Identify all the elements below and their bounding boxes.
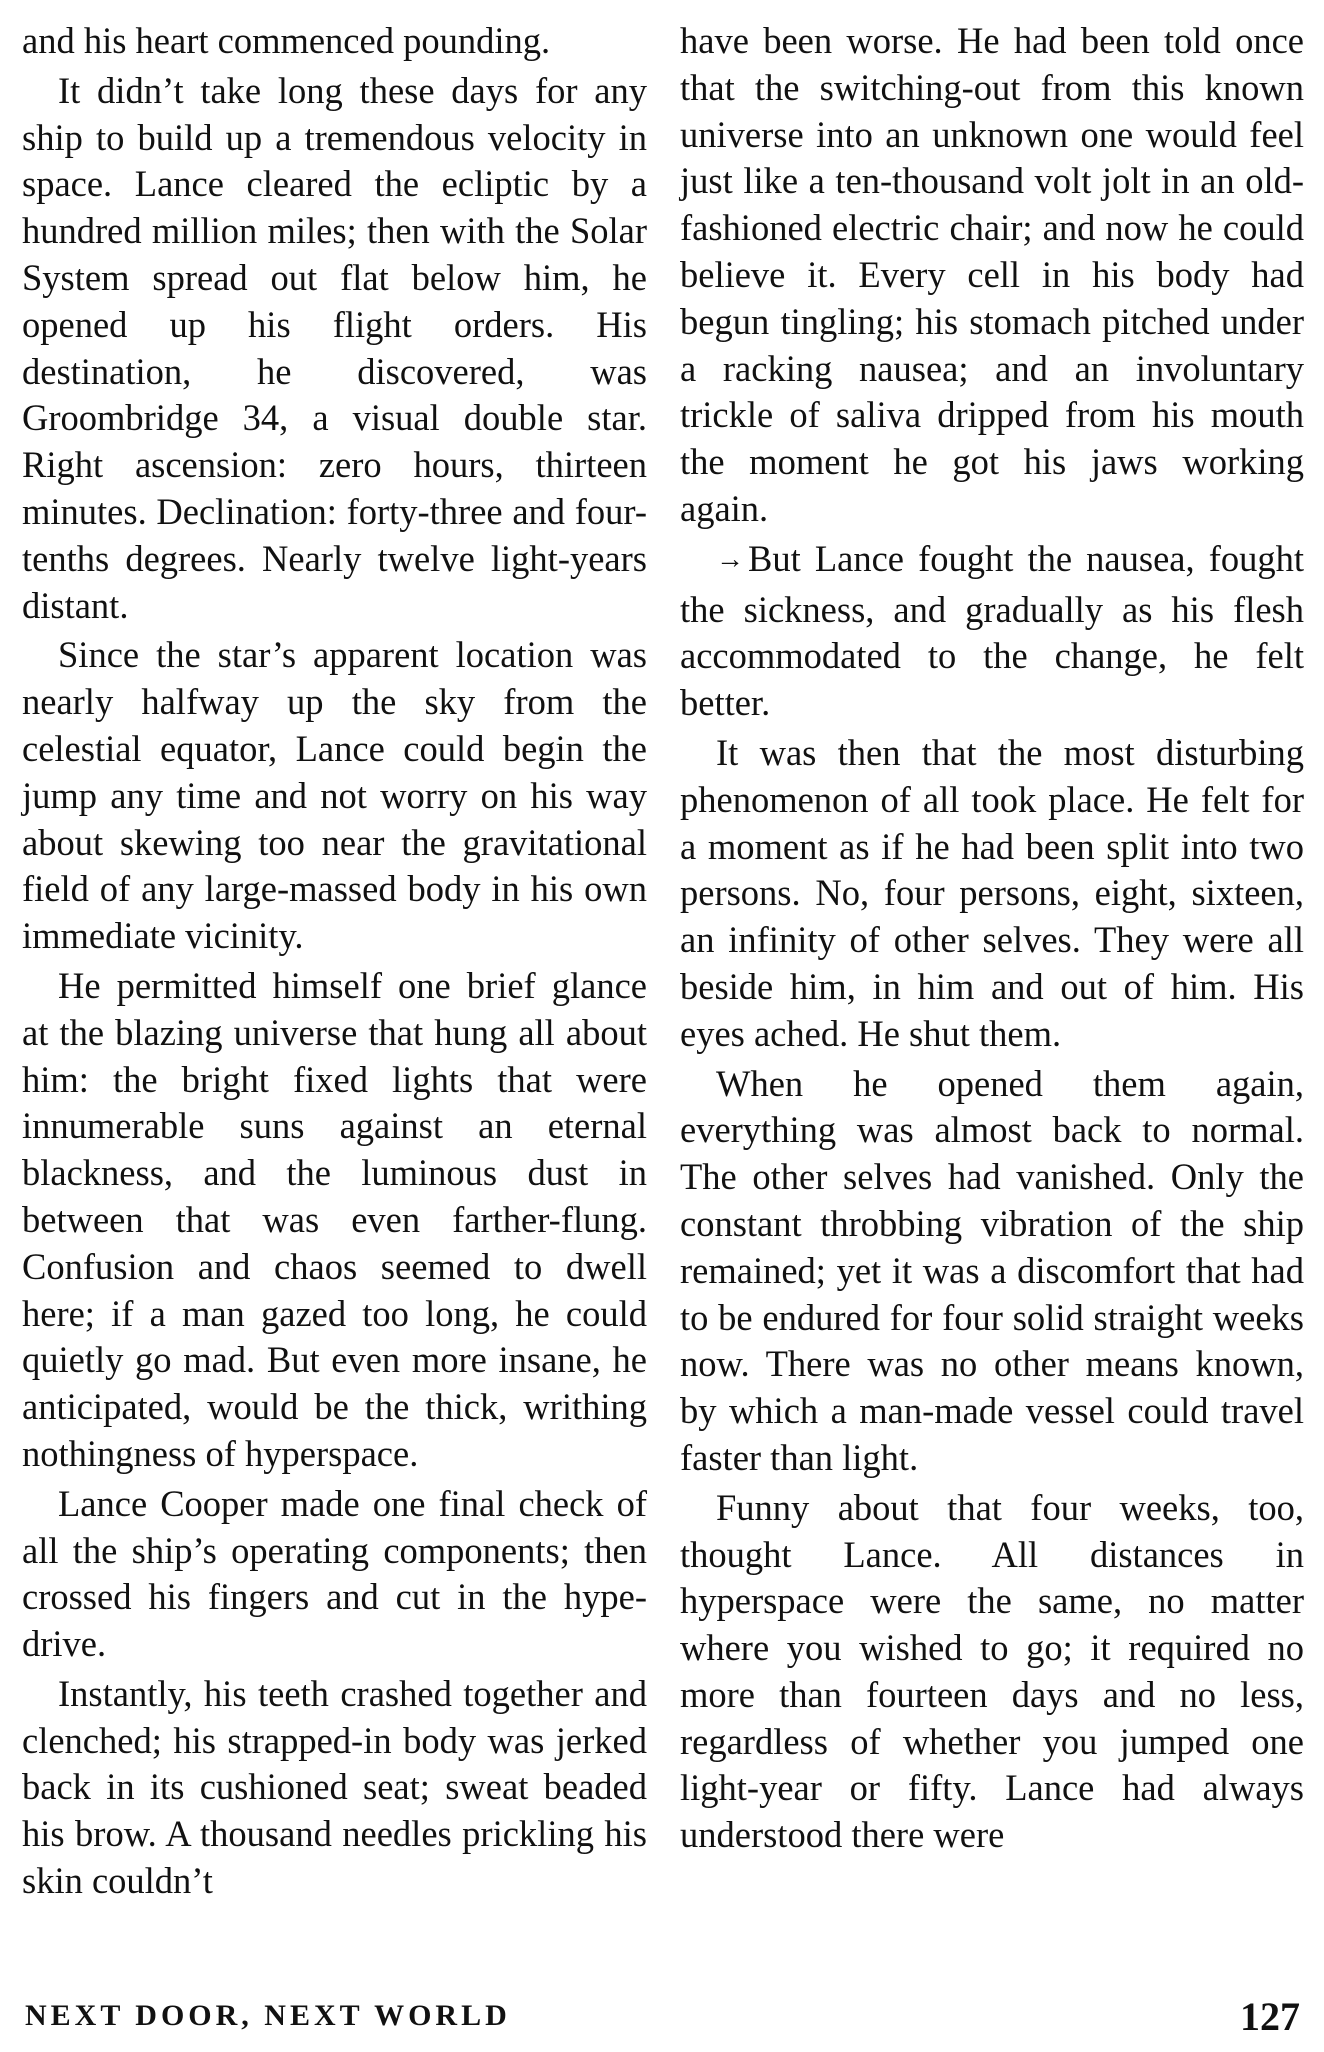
- paragraph-with-mark: [680, 536, 1304, 727]
- running-head: NEXT DOOR, NEXT WORLD: [25, 1999, 511, 2032]
- arrow-mark-icon: →: [716, 543, 744, 575]
- paragraph: and his heart commenced pounding.: [22, 20, 551, 61]
- paragraph: have been worse. He had been told once that the switching-out from this known universe into an unknown one would feel just like a ten-thousand volt jolt in an old-fashioned electric chair; and now he could believe it. Every cell in his body had begun tingling; his stomach pitched under a racking nausea; and an involuntary trickle of saliva dripped from his mouth the moment he got his jaws working again.: [680, 20, 1304, 529]
- paragraph: He permitted himself one brief glance at the blazing universe that hung all about him: the bright fixed lights that were innumerable suns against an eternal blackness, and the luminous dust in between that was even farther-flung. Confusion and chaos seemed to dwell here; if a man gazed too long, he could quietly go mad. But even more insane, he anticipated, would be the thick, writhing nothingness of hyperspace.: [22, 964, 647, 1474]
- paragraph: Instantly, his teeth crashed together and clenched; his strapped-in body was jerked back in its cushioned seat; sweat beaded his brow. A thousand needles prickling his skin couldn’t: [22, 1672, 647, 1902]
- paragraph: It was then that the most disturbing phenomenon of all took place. He felt for a moment as if he had been split into two persons. No, four persons, eight, sixteen, an infinity of other selves. They were all beside him, in him and out of him. His eyes ached. He shut them.: [680, 731, 1304, 1054]
- right-text-column: [680, 18, 1304, 1859]
- paragraph-text: But Lance fought the nausea, fought the sickness, and gradually as his flesh accommodated to the change, he felt better.: [680, 537, 1304, 724]
- page-number: 127: [1240, 1994, 1300, 2039]
- paragraph: Since the star’s apparent location was nearly halfway up the sky from the celestial equator, Lance could begin the jump any time and not worry on his way about skewing too near the gravitational field of any large-massed body in his own immediate vicinity.: [22, 634, 647, 957]
- paragraph: Funny about that four weeks, too, thought Lance. All distances in hyperspace were the same, no matter where you wished to go; it required no more than fourteen days and no less, regardless of whether you jumped one light-year or fifty. Lance had always understood there were: [680, 1486, 1304, 1856]
- page-footer: [0, 1993, 1324, 2043]
- paragraph: When he opened them again, everything was almost back to normal. The other selves had vanished. Only the constant throbbing vibration of the ship remained; yet it was a discomfort that had to be endured for four solid straight weeks now. There was no other means known, by which a man-made vessel could travel faster than light.: [680, 1062, 1304, 1478]
- paragraph: It didn’t take long these days for any ship to build up a tremendous velocity in space. Lance cleared the ecliptic by a hundred million miles; then with the Solar System spread out flat below him, he opened up his flight orders. His destination, he discovered, was Groombridge 34, a visual double star. Right ascension: zero hours, thirteen minutes. Declination: forty-three and four-tenths degrees. Nearly twelve light-years distant.: [22, 69, 647, 626]
- paragraph: Lance Cooper made one final check of all the ship’s operating components; then crossed his fingers and cut in the hype-drive.: [22, 1482, 647, 1665]
- left-text-column: [22, 18, 647, 1905]
